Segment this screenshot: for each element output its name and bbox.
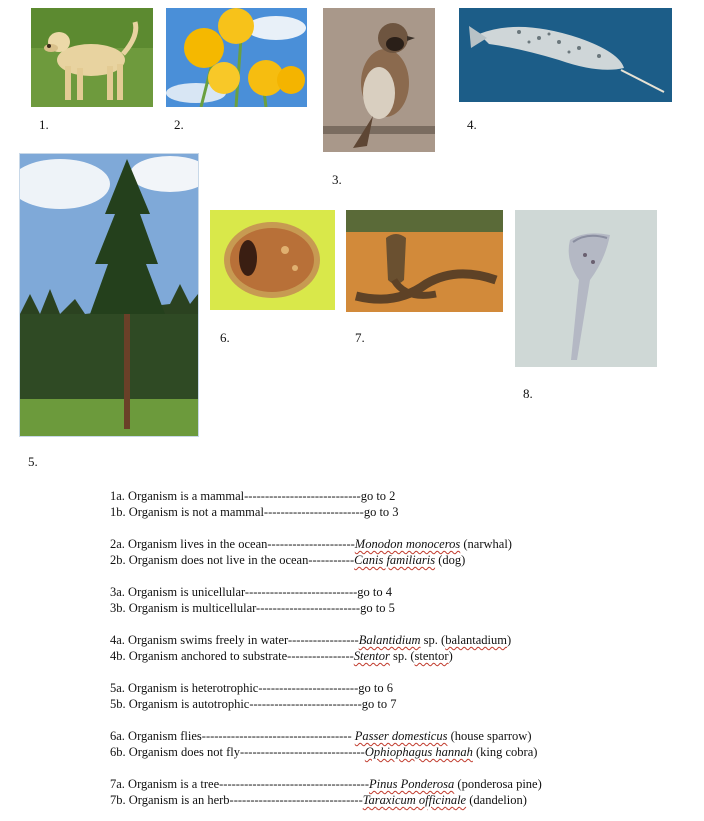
photo-dog — [31, 8, 153, 107]
photo-balantidium — [210, 210, 335, 310]
label-1: 1. — [39, 117, 49, 132]
photo-narwhal — [459, 8, 672, 102]
key-row-5b: 5b. Organism is autotrophic---------------------------go to 7 — [110, 697, 397, 711]
key-row-3b: 3b. Organism is multicellular-------------------------go to 5 — [110, 601, 395, 615]
key-row-1a: 1a. Organism is a mammal----------------------------go to 2 — [110, 489, 396, 503]
key-row-6a: 6a. Organism flies------------------------------------ Passer domesticus (house sparrow) — [110, 729, 532, 743]
key-row-4b: 4b. Organism anchored to substrate----------------Stentor sp. (stentor) — [110, 649, 453, 663]
key-row-2a: 2a. Organism lives in the ocean---------------------Monodon monoceros (narwhal) — [110, 537, 512, 551]
key-row-7b: 7b. Organism is an herb--------------------------------Taraxicum officinale (dandelion) — [110, 793, 527, 807]
label-7: 7. — [355, 330, 365, 345]
photo-sparrow — [323, 8, 435, 152]
label-8: 8. — [523, 386, 533, 401]
photo-stentor — [515, 210, 657, 367]
label-2: 2. — [174, 117, 184, 132]
label-6: 6. — [220, 330, 230, 345]
key-row-6b: 6b. Organism does not fly------------------------------Ophiophagus hannah (king cobra) — [110, 745, 538, 759]
photo-king-cobra — [346, 210, 503, 312]
label-4: 4. — [467, 117, 477, 132]
key-row-3a: 3a. Organism is unicellular---------------------------go to 4 — [110, 585, 393, 599]
label-5: 5. — [28, 454, 38, 469]
dichotomous-key — [110, 488, 542, 808]
key-row-4a: 4a. Organism swims freely in water-----------------Balantidium sp. (balantadium) — [110, 633, 512, 647]
key-row-7a: 7a. Organism is a tree------------------------------------Pinus Ponderosa (ponderosa pine) — [110, 777, 542, 791]
photo-ponderosa-pine — [19, 153, 199, 437]
key-row-5a: 5a. Organism is heterotrophic------------------------go to 6 — [110, 681, 393, 695]
photo-dandelion — [166, 8, 307, 107]
key-row-1b: 1b. Organism is not a mammal------------------------go to 3 — [110, 505, 399, 519]
key-row-2b: 2b. Organism does not live in the ocean-----------Canis familiaris (dog) — [110, 553, 466, 567]
label-3: 3. — [332, 172, 342, 187]
